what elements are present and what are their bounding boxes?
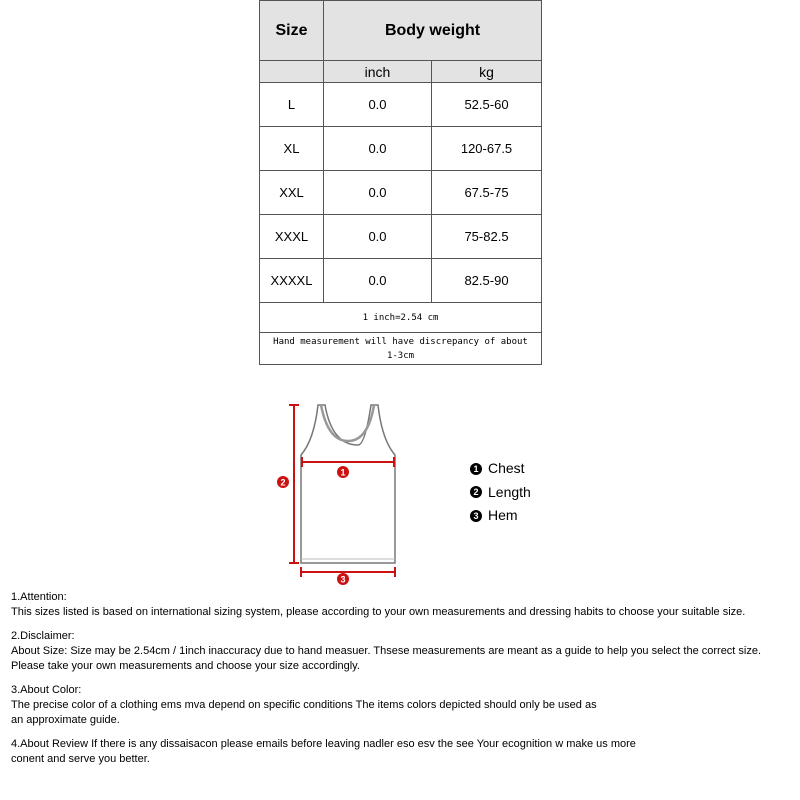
legend-label: Chest xyxy=(488,460,525,476)
discrepancy-note: Hand measurement will have discrepancy of about 1-3cm xyxy=(260,333,542,365)
note-line: This sizes listed is based on international sizing system, please according to your own measurements and dressing habits to choose your suitable size. xyxy=(11,606,746,618)
size-cell: XXL xyxy=(260,171,324,215)
size-cell: XXXL xyxy=(260,215,324,259)
conversion-note-row xyxy=(260,303,542,333)
legend-label: Length xyxy=(488,483,531,500)
note-attention xyxy=(11,590,800,620)
table-row xyxy=(260,171,542,215)
inch-cell: 0.0 xyxy=(324,127,432,171)
size-cell: L xyxy=(260,83,324,127)
kg-cell: 120-67.5 xyxy=(432,127,542,171)
note-line: Please take your own measurements and choose your size accordingly. xyxy=(11,660,360,672)
size-cell: XXXXL xyxy=(260,259,324,303)
conversion-note: 1 inch=2.54 cm xyxy=(260,303,542,333)
hem-marker-number: 3 xyxy=(340,574,346,585)
legend-item-length xyxy=(470,481,531,505)
note-title: 3.About Color: xyxy=(11,684,82,696)
size-cell: XL xyxy=(260,127,324,171)
kg-cell: 52.5-60 xyxy=(432,83,542,127)
legend-label: Hem xyxy=(488,507,518,523)
notes-section xyxy=(11,590,800,776)
legend-item-hem xyxy=(470,504,531,528)
tank-top-outline xyxy=(301,405,395,563)
legend-number-badge: 2 xyxy=(470,486,482,498)
note-line: 4.About Review If there is any dissaisacon please emails before leaving nadler eso esv the see Your ecognition w make us more xyxy=(11,738,636,750)
note-title: 1.Attention: xyxy=(11,591,67,603)
note-title: 2.Disclaimer: xyxy=(11,630,75,642)
table-row xyxy=(260,127,542,171)
chest-marker-number: 1 xyxy=(340,467,346,478)
units-empty-cell xyxy=(260,61,324,83)
legend-item-chest xyxy=(470,457,531,481)
table-units-row xyxy=(260,61,542,83)
kg-cell: 67.5-75 xyxy=(432,171,542,215)
length-marker-number: 2 xyxy=(280,477,286,488)
kg-cell: 75-82.5 xyxy=(432,215,542,259)
kg-cell: 82.5-90 xyxy=(432,259,542,303)
note-about-color xyxy=(11,683,800,728)
measurement-legend xyxy=(470,457,531,528)
inch-cell: 0.0 xyxy=(324,171,432,215)
inch-cell: 0.0 xyxy=(324,259,432,303)
table-header-row xyxy=(260,1,542,61)
legend-number-badge: 1 xyxy=(470,463,482,475)
table-row xyxy=(260,83,542,127)
legend-number-badge: 3 xyxy=(470,510,482,522)
tank-top-measurement-diagram xyxy=(270,395,410,590)
inch-cell: 0.0 xyxy=(324,83,432,127)
note-line: an approximate guide. xyxy=(11,714,120,726)
note-line: The precise color of a clothing ems mva depend on specific conditions The items colors depicted should only be used as xyxy=(11,699,597,711)
inch-cell: 0.0 xyxy=(324,215,432,259)
note-line: About Size: Size may be 2.54cm / 1inch inaccuracy due to hand measuer. Thsese measurements are meant as a guide to help you select the correct size. xyxy=(11,645,762,657)
discrepancy-note-row xyxy=(260,333,542,365)
header-size: Size xyxy=(260,1,324,61)
unit-inch: inch xyxy=(324,61,432,83)
unit-kg: kg xyxy=(432,61,542,83)
header-body-weight: Body weight xyxy=(324,1,542,61)
table-row xyxy=(260,215,542,259)
size-chart-table xyxy=(259,0,542,365)
note-disclaimer xyxy=(11,629,800,674)
note-line: conent and serve you better. xyxy=(11,753,150,765)
note-about-review xyxy=(11,737,800,767)
table-row xyxy=(260,259,542,303)
